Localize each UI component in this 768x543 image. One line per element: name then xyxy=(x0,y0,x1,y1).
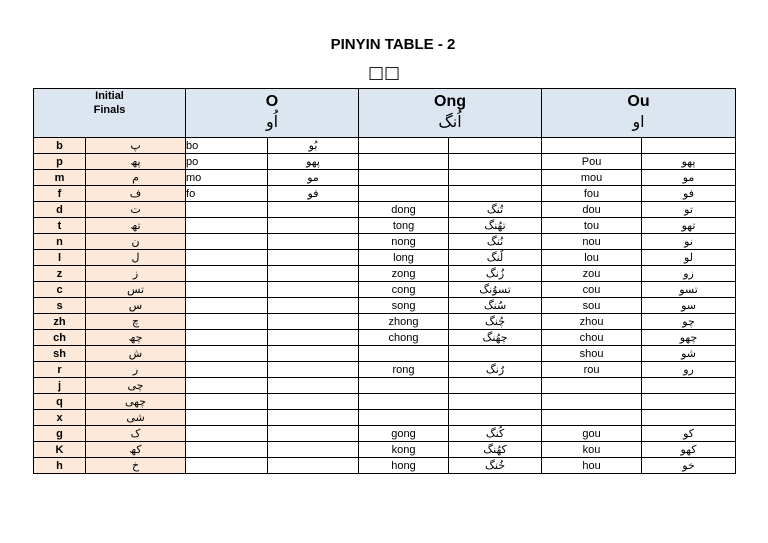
ou-latin-cell: zhou xyxy=(542,314,642,330)
initial-cell: sh xyxy=(34,346,86,362)
ou-urdu-cell: تسو xyxy=(642,282,736,298)
table-row xyxy=(34,346,736,362)
initial-cell: r xyxy=(34,362,86,378)
o-latin-cell xyxy=(186,314,268,330)
initial-urdu-cell: شی xyxy=(86,410,186,426)
initial-cell: h xyxy=(34,458,86,474)
ou-urdu-cell: چھو xyxy=(642,330,736,346)
ou-latin-cell xyxy=(542,378,642,394)
o-urdu-cell xyxy=(268,410,359,426)
o-latin-cell: po xyxy=(186,154,268,170)
ou-urdu-cell: مو xyxy=(642,170,736,186)
o-urdu-cell xyxy=(268,442,359,458)
ong-latin-cell: rong xyxy=(359,362,449,378)
ong-urdu-cell: زُنگ xyxy=(449,266,542,282)
ong-urdu-cell: تسوُنگ xyxy=(449,282,542,298)
ong-urdu-cell xyxy=(449,186,542,202)
ou-urdu-cell: لو xyxy=(642,250,736,266)
initial-cell: q xyxy=(34,394,86,410)
ou-latin-cell: zou xyxy=(542,266,642,282)
ou-latin-cell: rou xyxy=(542,362,642,378)
table-header xyxy=(34,89,736,138)
ou-latin-cell: lou xyxy=(542,250,642,266)
ou-urdu-cell: تو xyxy=(642,202,736,218)
table-row xyxy=(34,314,736,330)
initial-urdu-cell: کھ xyxy=(86,442,186,458)
initial-cell: b xyxy=(34,138,86,154)
page-title: PINYIN TABLE - 2 xyxy=(330,36,456,53)
ou-urdu-cell xyxy=(642,378,736,394)
ong-latin-cell xyxy=(359,410,449,426)
initial-urdu-cell: چھ xyxy=(86,330,186,346)
final-latin: O xyxy=(265,93,279,110)
ong-latin-cell: zhong xyxy=(359,314,449,330)
initial-cell: z xyxy=(34,266,86,282)
ong-latin-cell: long xyxy=(359,250,449,266)
initial-cell: ch xyxy=(34,330,86,346)
table-row xyxy=(34,458,736,474)
table-body xyxy=(34,138,736,474)
pinyin-table xyxy=(33,88,736,474)
initial-urdu-cell: ر xyxy=(86,362,186,378)
o-urdu-cell xyxy=(268,458,359,474)
table-row xyxy=(34,234,736,250)
initial-cell: t xyxy=(34,218,86,234)
table-row xyxy=(34,410,736,426)
o-urdu-cell xyxy=(268,250,359,266)
initial-urdu-cell: چھی xyxy=(86,394,186,410)
ou-latin-cell: nou xyxy=(542,234,642,250)
ou-urdu-cell: پھو xyxy=(642,154,736,170)
table-row xyxy=(34,442,736,458)
ong-latin-cell: nong xyxy=(359,234,449,250)
o-latin-cell xyxy=(186,458,268,474)
ong-urdu-cell: رُنگ xyxy=(449,362,542,378)
initial-urdu-cell: تھ xyxy=(86,218,186,234)
initial-urdu-cell: م xyxy=(86,170,186,186)
final-header-ou xyxy=(542,89,736,138)
page-subtitle: □□ xyxy=(367,63,401,83)
initial-urdu-cell: ف xyxy=(86,186,186,202)
ong-urdu-cell: کھُنگ xyxy=(449,442,542,458)
o-latin-cell xyxy=(186,202,268,218)
ong-latin-cell: hong xyxy=(359,458,449,474)
ou-urdu-cell: خو xyxy=(642,458,736,474)
ong-latin-cell: dong xyxy=(359,202,449,218)
ou-latin-cell: gou xyxy=(542,426,642,442)
ong-latin-cell xyxy=(359,186,449,202)
table-row xyxy=(34,170,736,186)
ong-urdu-cell: تُنگ xyxy=(449,202,542,218)
ong-latin-cell xyxy=(359,138,449,154)
ong-urdu-cell: چُنگ xyxy=(449,314,542,330)
initial-urdu-cell: چ xyxy=(86,314,186,330)
table-row xyxy=(34,362,736,378)
initial-urdu-cell: ک xyxy=(86,426,186,442)
ong-urdu-cell xyxy=(449,378,542,394)
table-row xyxy=(34,426,736,442)
o-latin-cell xyxy=(186,442,268,458)
table-row xyxy=(34,218,736,234)
initial-cell: g xyxy=(34,426,86,442)
ou-latin-cell: Pou xyxy=(542,154,642,170)
ong-latin-cell xyxy=(359,394,449,410)
ong-latin-cell xyxy=(359,154,449,170)
ou-latin-cell: sou xyxy=(542,298,642,314)
initial-cell: p xyxy=(34,154,86,170)
ou-urdu-cell xyxy=(642,394,736,410)
ong-urdu-cell: چھُنگ xyxy=(449,330,542,346)
ou-latin-cell: kou xyxy=(542,442,642,458)
ou-latin-cell: cou xyxy=(542,282,642,298)
initial-urdu-cell: چی xyxy=(86,378,186,394)
o-urdu-cell: فو xyxy=(268,186,359,202)
ou-urdu-cell xyxy=(642,410,736,426)
ou-latin-cell: chou xyxy=(542,330,642,346)
o-latin-cell: fo xyxy=(186,186,268,202)
ou-latin-cell: dou xyxy=(542,202,642,218)
initial-cell: K xyxy=(34,442,86,458)
ong-urdu-cell: خُنگ xyxy=(449,458,542,474)
ou-urdu-cell: تھو xyxy=(642,218,736,234)
ong-latin-cell xyxy=(359,378,449,394)
final-header-ong xyxy=(359,89,542,138)
ou-urdu-cell: کھو xyxy=(642,442,736,458)
o-urdu-cell: مو xyxy=(268,170,359,186)
initial-urdu-cell: پ xyxy=(86,138,186,154)
ong-latin-cell xyxy=(359,170,449,186)
initial-urdu-cell: تس xyxy=(86,282,186,298)
initial-cell: x xyxy=(34,410,86,426)
final-urdu: اُو xyxy=(265,112,279,131)
table-row xyxy=(34,250,736,266)
ou-latin-cell: hou xyxy=(542,458,642,474)
ou-urdu-cell: فو xyxy=(642,186,736,202)
ou-urdu-cell: سو xyxy=(642,298,736,314)
o-urdu-cell xyxy=(268,330,359,346)
o-urdu-cell xyxy=(268,202,359,218)
o-latin-cell xyxy=(186,282,268,298)
o-latin-cell xyxy=(186,394,268,410)
table-row xyxy=(34,298,736,314)
initial-cell: d xyxy=(34,202,86,218)
table-row xyxy=(34,330,736,346)
ong-urdu-cell xyxy=(449,138,542,154)
initial-urdu-cell: س xyxy=(86,298,186,314)
o-latin-cell xyxy=(186,426,268,442)
ong-urdu-cell xyxy=(449,170,542,186)
table-row xyxy=(34,282,736,298)
ou-latin-cell xyxy=(542,394,642,410)
ong-urdu-cell xyxy=(449,394,542,410)
initial-cell: m xyxy=(34,170,86,186)
o-urdu-cell xyxy=(268,314,359,330)
ou-latin-cell: mou xyxy=(542,170,642,186)
o-urdu-cell xyxy=(268,426,359,442)
table-row xyxy=(34,154,736,170)
o-latin-cell xyxy=(186,234,268,250)
o-urdu-cell xyxy=(268,218,359,234)
o-latin-cell xyxy=(186,410,268,426)
initial-urdu-cell: ش xyxy=(86,346,186,362)
o-urdu-cell: بُو xyxy=(268,138,359,154)
initial-urdu-cell: خ xyxy=(86,458,186,474)
initial-cell: n xyxy=(34,234,86,250)
o-urdu-cell xyxy=(268,282,359,298)
o-latin-cell xyxy=(186,362,268,378)
ong-urdu-cell: تھُنگ xyxy=(449,218,542,234)
ou-latin-cell: shou xyxy=(542,346,642,362)
o-latin-cell: bo xyxy=(186,138,268,154)
initial-urdu-cell: ل xyxy=(86,250,186,266)
o-latin-cell xyxy=(186,346,268,362)
o-urdu-cell xyxy=(268,234,359,250)
ong-urdu-cell: نُنگ xyxy=(449,234,542,250)
ou-urdu-cell: شو xyxy=(642,346,736,362)
initial-cell: zh xyxy=(34,314,86,330)
ong-urdu-cell xyxy=(449,346,542,362)
ong-urdu-cell: لُنگ xyxy=(449,250,542,266)
initial-cell: c xyxy=(34,282,86,298)
ong-latin-cell xyxy=(359,346,449,362)
o-latin-cell: mo xyxy=(186,170,268,186)
o-latin-cell xyxy=(186,250,268,266)
final-urdu: او xyxy=(632,112,645,131)
initial-cell: f xyxy=(34,186,86,202)
corner-initial-label: Initial xyxy=(95,90,124,102)
o-latin-cell xyxy=(186,266,268,282)
initial-cell: l xyxy=(34,250,86,266)
table-row xyxy=(34,202,736,218)
ou-latin-cell xyxy=(542,410,642,426)
o-latin-cell xyxy=(186,298,268,314)
initial-urdu-cell: ت xyxy=(86,202,186,218)
ong-urdu-cell xyxy=(449,154,542,170)
o-urdu-cell xyxy=(268,266,359,282)
ong-latin-cell: tong xyxy=(359,218,449,234)
ou-latin-cell: tou xyxy=(542,218,642,234)
o-urdu-cell xyxy=(268,346,359,362)
ou-urdu-cell: زو xyxy=(642,266,736,282)
ou-urdu-cell: رو xyxy=(642,362,736,378)
ou-urdu-cell: چو xyxy=(642,314,736,330)
o-urdu-cell xyxy=(268,362,359,378)
table-row xyxy=(34,378,736,394)
ou-urdu-cell: کو xyxy=(642,426,736,442)
o-urdu-cell xyxy=(268,394,359,410)
ou-latin-cell: fou xyxy=(542,186,642,202)
corner-finals-label: Finals xyxy=(93,104,126,116)
initial-urdu-cell: ز xyxy=(86,266,186,282)
o-urdu-cell: پھو xyxy=(268,154,359,170)
table-row xyxy=(34,186,736,202)
final-header-o xyxy=(186,89,359,138)
ong-latin-cell: song xyxy=(359,298,449,314)
initial-cell: s xyxy=(34,298,86,314)
ong-latin-cell: chong xyxy=(359,330,449,346)
ou-latin-cell xyxy=(542,138,642,154)
corner-header xyxy=(34,89,186,138)
initial-urdu-cell: پھ xyxy=(86,154,186,170)
ong-latin-cell: zong xyxy=(359,266,449,282)
o-latin-cell xyxy=(186,218,268,234)
o-urdu-cell xyxy=(268,298,359,314)
initial-cell: j xyxy=(34,378,86,394)
ong-urdu-cell: کُنگ xyxy=(449,426,542,442)
ou-urdu-cell xyxy=(642,138,736,154)
o-latin-cell xyxy=(186,330,268,346)
final-latin: Ou xyxy=(627,93,650,110)
ou-urdu-cell: نو xyxy=(642,234,736,250)
table-row xyxy=(34,138,736,154)
o-urdu-cell xyxy=(268,378,359,394)
ong-latin-cell: kong xyxy=(359,442,449,458)
table-row xyxy=(34,266,736,282)
ong-urdu-cell xyxy=(449,410,542,426)
ong-latin-cell: cong xyxy=(359,282,449,298)
o-latin-cell xyxy=(186,378,268,394)
final-latin: Ong xyxy=(434,93,467,110)
ong-latin-cell: gong xyxy=(359,426,449,442)
final-urdu: اُنگ xyxy=(438,112,462,131)
initial-urdu-cell: ن xyxy=(86,234,186,250)
table-row xyxy=(34,394,736,410)
ong-urdu-cell: سُنگ xyxy=(449,298,542,314)
